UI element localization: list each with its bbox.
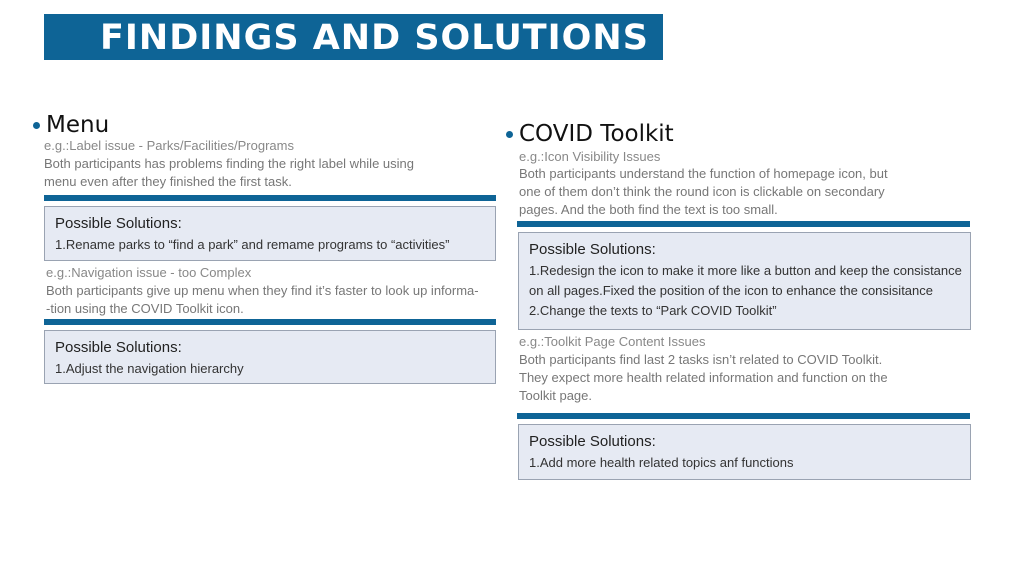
solution-line: 1.Redesign the icon to make it more like a button and keep the consistance xyxy=(529,263,962,278)
divider xyxy=(517,413,970,419)
text-line: -tion using the COVID Toolkit icon. xyxy=(46,301,244,316)
solution-title: Possible Solutions: xyxy=(529,433,656,450)
text-line: one of them don’t think the round icon is clickable on secondary xyxy=(519,184,885,199)
toolkit-finding1-label: e.g.:Icon Visibility Issues xyxy=(519,149,661,164)
text-line: Both participants give up menu when they find it’s faster to look up informa- xyxy=(46,283,479,298)
toolkit-finding2-label: e.g.:Toolkit Page Content Issues xyxy=(519,334,706,349)
menu-finding2-label: e.g.:Navigation issue - too Complex xyxy=(46,265,252,280)
menu-solution1-box xyxy=(44,206,496,261)
toolkit-finding2-text xyxy=(519,351,888,405)
covid-toolkit-heading xyxy=(506,121,674,147)
bullet-icon xyxy=(33,122,40,129)
solution-line: 1.Adjust the navigation hierarchy xyxy=(55,361,244,376)
page-title: FINDINGS AND SOLUTIONS xyxy=(100,18,649,58)
covid-toolkit-heading-text: COVID Toolkit xyxy=(519,121,674,147)
toolkit-solution2-box xyxy=(518,424,971,480)
menu-finding2-text xyxy=(46,282,479,318)
solution-line: 2.Change the texts to “Park COVID Toolkit” xyxy=(529,303,777,318)
text-line: Both participants find last 2 tasks isn’t related to COVID Toolkit. xyxy=(519,352,883,367)
bullet-icon xyxy=(506,131,513,138)
text-line: pages. And the both find the text is too small. xyxy=(519,202,778,217)
solution-title: Possible Solutions: xyxy=(55,215,182,232)
divider xyxy=(44,319,496,325)
menu-finding1-text xyxy=(44,155,414,191)
menu-finding1-label: e.g.:Label issue - Parks/Facilities/Programs xyxy=(44,138,294,153)
solution-title: Possible Solutions: xyxy=(529,241,656,258)
title-banner xyxy=(44,14,663,60)
solution-line: 1.Rename parks to “find a park” and remame programs to “activities” xyxy=(55,237,450,252)
text-line: Toolkit page. xyxy=(519,388,592,403)
solution-title: Possible Solutions: xyxy=(55,339,182,356)
divider xyxy=(517,221,970,227)
menu-solution2-box xyxy=(44,330,496,384)
text-line: Both participants understand the function of homepage icon, but xyxy=(519,166,888,181)
menu-heading-text: Menu xyxy=(46,112,110,138)
menu-heading xyxy=(33,112,109,138)
solution-line: on all pages.Fixed the position of the icon to enhance the consisitance xyxy=(529,283,933,298)
divider xyxy=(44,195,496,201)
text-line: menu even after they finished the first task. xyxy=(44,174,292,189)
toolkit-solution1-box xyxy=(518,232,971,330)
toolkit-finding1-text xyxy=(519,165,888,219)
solution-line: 1.Add more health related topics anf functions xyxy=(529,455,794,470)
text-line: Both participants has problems finding the right label while using xyxy=(44,156,414,171)
text-line: They expect more health related information and function on the xyxy=(519,370,888,385)
